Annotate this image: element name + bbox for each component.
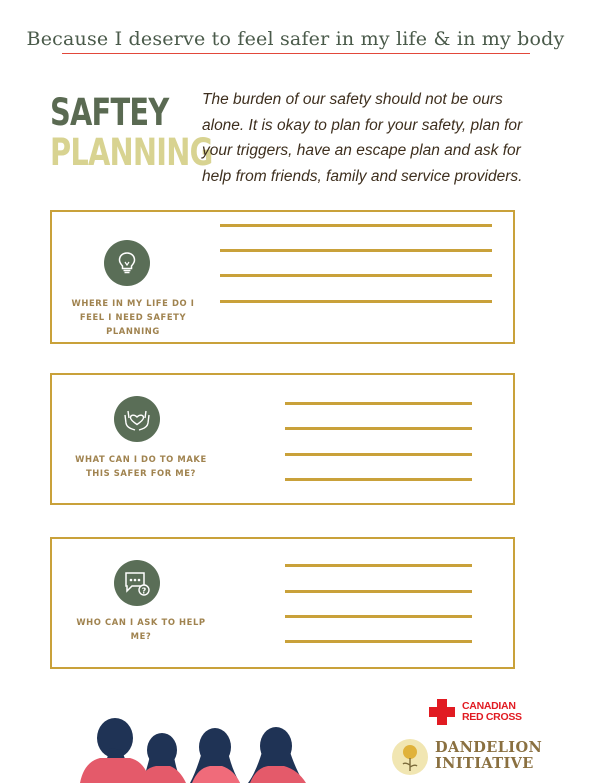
writing-line[interactable] — [220, 300, 492, 303]
writing-line[interactable] — [285, 640, 472, 643]
title-line-1: SAFTEY — [50, 91, 169, 134]
writing-line[interactable] — [285, 427, 472, 430]
page-header-title: Because I deserve to feel safer in my life & in my body — [26, 28, 565, 50]
writing-line[interactable] — [285, 478, 472, 481]
writing-line[interactable] — [220, 274, 492, 277]
title-line-2: PLANNING — [50, 131, 213, 174]
lightbulb-icon — [104, 240, 150, 286]
svg-text:?: ? — [141, 586, 147, 596]
intro-paragraph: The burden of our safety should not be ours alone. It is okay to plan for your safety, plan for your triggers, have an escape plan and ask for help from friends, family and service providers. — [202, 91, 523, 185]
panel-label: WHAT CAN I DO TO MAKE THIS SAFER FOR ME? — [75, 454, 207, 478]
writing-line[interactable] — [220, 224, 492, 227]
panel-label: WHO CAN I ASK TO HELP ME? — [76, 617, 206, 641]
chat-question-icon — [114, 560, 160, 606]
red-cross-icon — [427, 697, 457, 727]
panel-who — [50, 537, 515, 669]
red-cross-line-2: RED CROSS — [462, 711, 522, 723]
writing-line[interactable] — [285, 564, 472, 567]
writing-line[interactable] — [285, 402, 472, 405]
red-cross-line-1: CANADIAN — [462, 700, 516, 712]
people-illustration — [70, 712, 330, 783]
writing-line[interactable] — [285, 615, 472, 618]
header-underline — [62, 53, 530, 54]
panel-what — [50, 373, 515, 505]
red-cross-logo — [427, 697, 522, 727]
writing-line[interactable] — [285, 590, 472, 593]
dandelion-line-2: INITIATIVE — [435, 755, 534, 772]
writing-line[interactable] — [285, 453, 472, 456]
dandelion-icon — [391, 738, 429, 776]
panel-where — [50, 210, 515, 344]
dandelion-line-1: DANDELION — [435, 739, 543, 756]
writing-line[interactable] — [220, 249, 492, 252]
heart-hands-icon — [114, 396, 160, 442]
panel-label: WHERE IN MY LIFE DO I FEEL I NEED SAFETY PLANNING — [71, 298, 195, 336]
dandelion-logo-text — [435, 740, 542, 772]
